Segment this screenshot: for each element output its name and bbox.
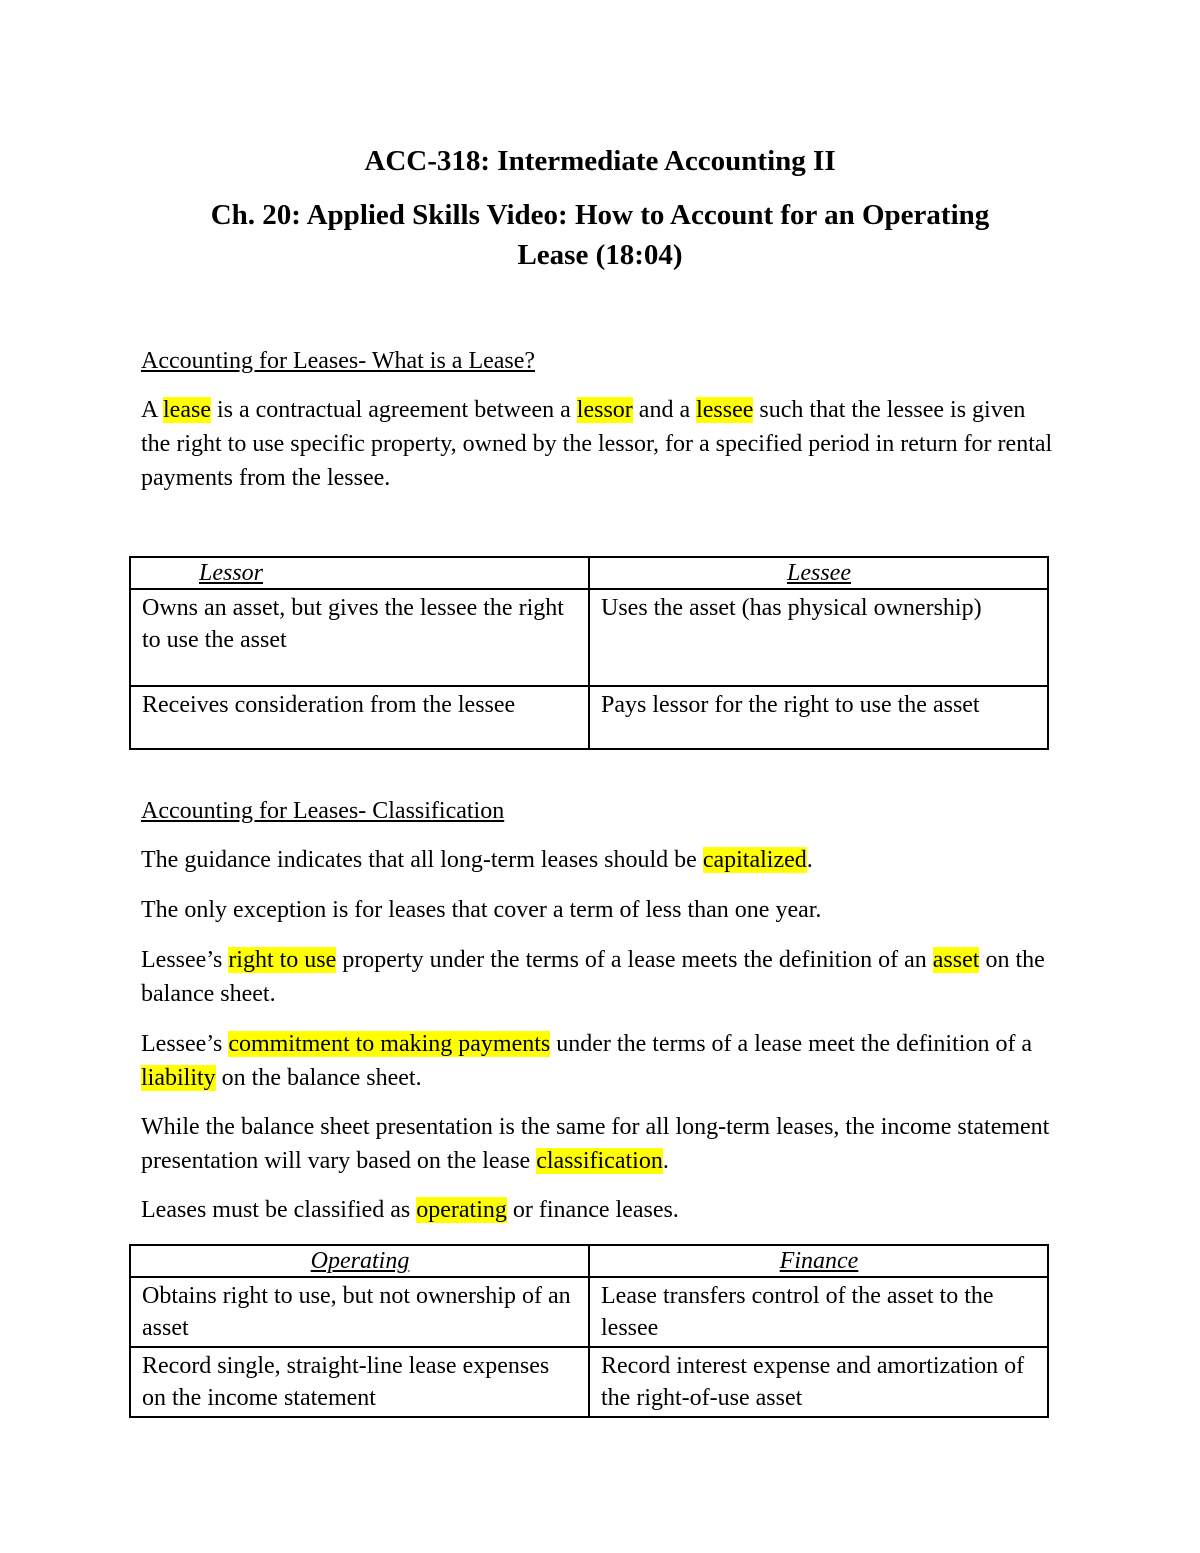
table-cell: Receives consideration from the lessee bbox=[130, 686, 589, 749]
table-cell: Obtains right to use, but not ownership of an asset bbox=[130, 1277, 589, 1347]
section-heading-what-is-lease: Accounting for Leases- What is a Lease? bbox=[141, 348, 536, 374]
table-row bbox=[130, 1347, 1048, 1417]
lease-definition-paragraph: A lease is a contractual agreement between a lessor and a lessee such that the lessee is given the right to use specific property, owned by the lessor, for a specified period in return for rental payments from the lessee. bbox=[141, 397, 1053, 491]
paragraph-capitalized: The guidance indicates that all long-term leases should be capitalized. bbox=[141, 847, 813, 873]
table-cell: Pays lessor for the right to use the asset bbox=[589, 686, 1048, 749]
highlight-commitment: commitment to making payments bbox=[228, 1031, 551, 1057]
table-cell: Lease transfers control of the asset to the lessee bbox=[589, 1277, 1048, 1347]
table-row bbox=[130, 686, 1048, 749]
table-row bbox=[130, 1277, 1048, 1347]
lessor-lessee-table bbox=[129, 556, 1049, 750]
highlight-operating: operating bbox=[416, 1197, 507, 1223]
table-header-operating: Operating bbox=[130, 1245, 589, 1277]
section-heading-classification: Accounting for Leases- Classification bbox=[141, 798, 505, 824]
table-header-lessee: Lessee bbox=[589, 557, 1048, 589]
table-header-lessor: Lessor bbox=[130, 557, 589, 589]
highlight-right-to-use: right to use bbox=[228, 947, 337, 973]
table-cell: Record single, straight-line lease expenses on the income statement bbox=[130, 1347, 589, 1417]
chapter-title-line1: Ch. 20: Applied Skills Video: How to Account for an Operating bbox=[210, 199, 990, 231]
highlight-liability: liability bbox=[141, 1065, 216, 1091]
operating-finance-table bbox=[129, 1244, 1049, 1418]
table-cell: Record interest expense and amortization of the right-of-use asset bbox=[589, 1347, 1048, 1417]
highlight-classification: classification bbox=[536, 1148, 663, 1174]
table-header-finance: Finance bbox=[589, 1245, 1048, 1277]
highlight-lease: lease bbox=[163, 397, 211, 423]
table-row bbox=[130, 589, 1048, 686]
paragraph-presentation: While the balance sheet presentation is the same for all long-term leases, the income statement presentation will vary based on the lease classification. bbox=[141, 1114, 1050, 1174]
highlight-lessor: lessor bbox=[576, 397, 633, 423]
paragraph-operating-finance: Leases must be classified as operating or finance leases. bbox=[141, 1197, 679, 1223]
paragraph-exception: The only exception is for leases that cover a term of less than one year. bbox=[141, 897, 822, 923]
course-title: ACC-318: Intermediate Accounting II bbox=[364, 145, 836, 177]
chapter-title-line2: Lease (18:04) bbox=[517, 239, 683, 271]
table-header-row bbox=[130, 1245, 1048, 1277]
paragraph-right-to-use: Lessee’s right to use property under the terms of a lease meets the definition of an asset on the balance sheet. bbox=[141, 947, 1045, 1007]
highlight-lessee: lessee bbox=[696, 397, 754, 423]
table-header-row bbox=[130, 557, 1048, 589]
paragraph-commitment: Lessee’s commitment to making payments under the terms of a lease meet the definition of a liability on the balance sheet. bbox=[141, 1031, 1033, 1091]
table-cell: Uses the asset (has physical ownership) bbox=[589, 589, 1048, 686]
table-cell: Owns an asset, but gives the lessee the right to use the asset bbox=[130, 589, 589, 686]
highlight-asset: asset bbox=[932, 947, 980, 973]
highlight-capitalized: capitalized bbox=[702, 847, 807, 873]
